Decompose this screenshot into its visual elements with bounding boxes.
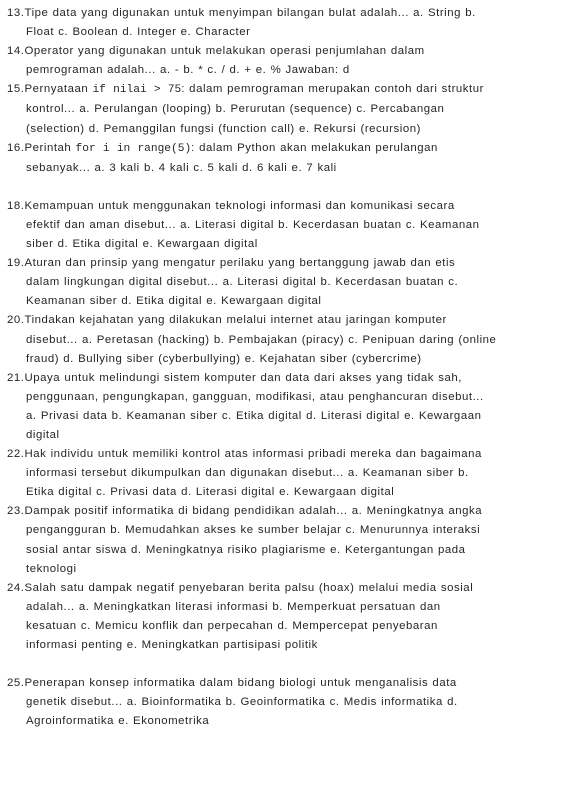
- question-line: (selection) d. Pemanggilan fungsi (function call) e. Rekursi (recursion): [26, 122, 421, 135]
- question-line: 20.Tindakan kejahatan yang dilakukan melalui internet atau jaringan komputer: [7, 314, 447, 327]
- question-text: 16.Perintah: [7, 141, 76, 154]
- question-16: [7, 139, 558, 178]
- question-line: fraud) d. Bullying siber (cyberbullying) e. Kejahatan siber (cybercrime): [26, 352, 422, 365]
- question-line: informasi penting e. Meningkatkan partisipasi politik: [26, 639, 318, 651]
- question-25: [7, 674, 558, 731]
- question-line: sosial antar siswa d. Meningkatnya risiko plagiarisme e. Ketergantungan pada: [26, 543, 466, 556]
- question-line: penggunaan, pengungkapan, gangguan, modifikasi, atau penghancuran disebut...: [26, 390, 484, 403]
- question-line: a. Privasi data b. Keamanan siber c. Etika digital d. Literasi digital e. Kewargaan: [26, 409, 482, 422]
- question-line: sebanyak... a. 3 kali b. 4 kali c. 5 kali d. 6 kali e. 7 kali: [26, 161, 337, 174]
- question-line: 23.Dampak positif informatika di bidang pendidikan adalah... a. Meningkatnya angka: [7, 505, 483, 518]
- question-13: [7, 4, 558, 42]
- inline-code: for i in range(5): [75, 142, 192, 155]
- question-line: 24.Salah satu dampak negatif penyebaran berita palsu (hoax) melalui media sosial: [7, 581, 474, 594]
- question-text: : dalam pemrograman merupakan contoh dari struktur: [181, 83, 484, 96]
- question-line: efektif dan aman disebut... a. Literasi digital b. Kecerdasan buatan c. Keamanan: [26, 218, 480, 231]
- question-line: 13.Tipe data yang digunakan untuk menyimpan bilangan bulat adalah... a. String b.: [7, 7, 476, 19]
- inline-code: if nilai > 75: [92, 84, 182, 97]
- question-19: [7, 254, 558, 311]
- question-line: genetik disebut... a. Bioinformatika b. Geoinformatika c. Medis informatika d.: [26, 696, 458, 709]
- question-line: teknologi: [26, 562, 77, 575]
- question-line: dalam lingkungan digital disebut... a. Literasi digital b. Kecerdasan buatan c.: [26, 276, 459, 289]
- question-line: 19.Aturan dan prinsip yang mengatur perilaku yang bertanggung jawab dan etis: [7, 257, 456, 270]
- question-21: [7, 369, 558, 445]
- question-14: [7, 42, 558, 80]
- question-18: [7, 197, 558, 254]
- question-line: [7, 80, 558, 100]
- question-line: 18.Kemampuan untuk menggunakan teknologi informasi dan komunikasi secara: [7, 199, 455, 212]
- question-line: Keamanan siber d. Etika digital e. Kewargaan digital: [26, 295, 322, 308]
- question-line: 14.Operator yang digunakan untuk melakukan operasi penjumlahan dalam: [7, 45, 425, 58]
- question-line: siber d. Etika digital e. Kewargaan digital: [26, 238, 258, 251]
- question-22: [7, 445, 558, 502]
- question-line: pemrograman adalah... a. - b. * c. / d. + e. % Jawaban: d: [26, 64, 350, 77]
- question-text: : dalam Python akan melakukan perulangan: [191, 141, 438, 154]
- question-line: Float c. Boolean d. Integer e. Character: [26, 26, 251, 39]
- question-20: [7, 311, 558, 368]
- question-line: digital: [26, 428, 60, 441]
- question-line: informasi tersebut dikumpulkan dan digunakan disebut... a. Keamanan siber b.: [26, 467, 469, 480]
- question-line: kontrol... a. Perulangan (looping) b. Perurutan (sequence) c. Percabangan: [26, 103, 445, 116]
- question-15: [7, 80, 558, 138]
- question-23: [7, 502, 558, 578]
- question-text: 15.Pernyataan: [7, 83, 93, 96]
- question-line: 21.Upaya untuk melindungi sistem komputer dan data dari akses yang tidak sah,: [7, 371, 462, 384]
- question-line: Agroinformatika e. Ekonometrika: [26, 715, 210, 728]
- question-line: [7, 139, 558, 159]
- question-line: Etika digital c. Privasi data d. Literasi digital e. Kewargaan digital: [26, 486, 395, 499]
- question-line: 25.Penerapan konsep informatika dalam bidang biologi untuk menganalisis data: [7, 677, 457, 690]
- question-line: disebut... a. Peretasan (hacking) b. Pembajakan (piracy) c. Penipuan daring (online: [26, 333, 497, 346]
- question-24: [7, 579, 558, 655]
- question-line: 22.Hak individu untuk memiliki kontrol atas informasi pribadi mereka dan bagaimana: [7, 448, 482, 461]
- question-line: adalah... a. Meningkatkan literasi informasi b. Memperkuat persatuan dan: [26, 600, 441, 613]
- question-line: kesatuan c. Memicu konflik dan perpecahan d. Mempercepat penyebaran: [26, 619, 438, 632]
- question-line: pengangguran b. Memudahkan akses ke sumber belajar c. Menurunnya interaksi: [26, 524, 481, 537]
